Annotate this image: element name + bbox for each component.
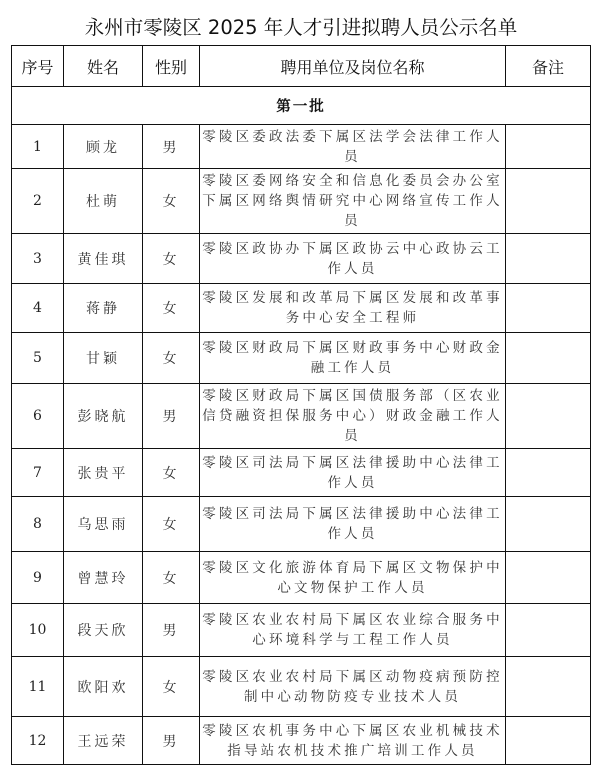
- cell-unit: 零陵区文化旅游体育局下属区文物保护中心文物保护工作人员: [200, 552, 506, 604]
- document-title: 永州市零陵区 2025 年人才引进拟聘人员公示名单: [84, 16, 518, 39]
- cell-unit: 零陵区政协办下属区政协云中心政协云工作人员: [200, 234, 506, 284]
- header-name: 姓名: [64, 46, 143, 87]
- cell-sex: 男: [143, 604, 200, 657]
- cell-no: 7: [12, 449, 64, 497]
- cell-no: 8: [12, 497, 64, 552]
- cell-name: 段天欣: [64, 604, 143, 657]
- cell-note: [506, 552, 591, 604]
- cell-unit: 零陵区财政局下属区国债服务部（区农业信贷融资担保服务中心）财政金融工作人员: [200, 384, 506, 449]
- table-row: [12, 125, 591, 169]
- table-row: [12, 657, 591, 717]
- cell-no: 1: [12, 125, 64, 169]
- cell-unit: 零陵区司法局下属区法律援助中心法律工作人员: [200, 449, 506, 497]
- cell-name: 蒋静: [64, 284, 143, 333]
- cell-note: [506, 333, 591, 384]
- cell-sex: 女: [143, 552, 200, 604]
- cell-no: 12: [12, 717, 64, 765]
- table-row: [12, 497, 591, 552]
- cell-sex: 男: [143, 717, 200, 765]
- cell-unit: 零陵区农业农村局下属区动物疫病预防控制中心动物防疫专业技术人员: [200, 657, 506, 717]
- cell-note: [506, 234, 591, 284]
- section-row: [12, 87, 591, 125]
- cell-no: 10: [12, 604, 64, 657]
- cell-sex: 女: [143, 234, 200, 284]
- cell-no: 9: [12, 552, 64, 604]
- cell-name: 甘颖: [64, 333, 143, 384]
- cell-sex: 女: [143, 333, 200, 384]
- header-row: [12, 46, 591, 87]
- cell-no: 2: [12, 169, 64, 234]
- table-row: [12, 552, 591, 604]
- table-row: [12, 717, 591, 765]
- cell-sex: 女: [143, 169, 200, 234]
- cell-note: [506, 497, 591, 552]
- header-no: 序号: [12, 46, 64, 87]
- cell-sex: 男: [143, 384, 200, 449]
- cell-unit: 零陵区农机事务中心下属区农业机械技术指导站农机技术推广培训工作人员: [200, 717, 506, 765]
- cell-name: 乌思雨: [64, 497, 143, 552]
- cell-name: 张贵平: [64, 449, 143, 497]
- cell-unit: 零陵区财政局下属区财政事务中心财政金融工作人员: [200, 333, 506, 384]
- table-row: [12, 234, 591, 284]
- cell-name: 黄佳琪: [64, 234, 143, 284]
- cell-unit: 零陵区司法局下属区法律援助中心法律工作人员: [200, 497, 506, 552]
- table-row: [12, 284, 591, 333]
- cell-no: 6: [12, 384, 64, 449]
- cell-sex: 女: [143, 657, 200, 717]
- cell-note: [506, 384, 591, 449]
- cell-name: 杜萌: [64, 169, 143, 234]
- cell-note: [506, 284, 591, 333]
- cell-name: 王远荣: [64, 717, 143, 765]
- cell-name: 欧阳欢: [64, 657, 143, 717]
- cell-note: [506, 169, 591, 234]
- table-row: [12, 384, 591, 449]
- cell-name: 彭晓航: [64, 384, 143, 449]
- cell-note: [506, 604, 591, 657]
- cell-unit: 零陵区发展和改革局下属区发展和改革事务中心安全工程师: [200, 284, 506, 333]
- cell-no: 5: [12, 333, 64, 384]
- cell-unit: 零陵区农业农村局下属区农业综合服务中心环境科学与工程工作人员: [200, 604, 506, 657]
- table-row: [12, 333, 591, 384]
- cell-no: 11: [12, 657, 64, 717]
- roster-table: [11, 45, 591, 765]
- section-label: 第一批: [12, 87, 591, 125]
- cell-unit: 零陵区委网络安全和信息化委员会办公室下属区网络舆情研究中心网络宣传工作人员: [200, 169, 506, 234]
- header-note: 备注: [506, 46, 591, 87]
- cell-sex: 女: [143, 449, 200, 497]
- cell-name: 曾慧玲: [64, 552, 143, 604]
- cell-no: 4: [12, 284, 64, 333]
- cell-note: [506, 449, 591, 497]
- cell-name: 顾龙: [64, 125, 143, 169]
- table-row: [12, 604, 591, 657]
- cell-sex: 男: [143, 125, 200, 169]
- cell-note: [506, 125, 591, 169]
- cell-sex: 女: [143, 284, 200, 333]
- cell-note: [506, 717, 591, 765]
- header-unit: 聘用单位及岗位名称: [200, 46, 506, 87]
- table-row: [12, 169, 591, 234]
- header-sex: 性别: [143, 46, 200, 87]
- cell-sex: 女: [143, 497, 200, 552]
- table-row: [12, 449, 591, 497]
- cell-note: [506, 657, 591, 717]
- cell-no: 3: [12, 234, 64, 284]
- cell-unit: 零陵区委政法委下属区法学会法律工作人员: [200, 125, 506, 169]
